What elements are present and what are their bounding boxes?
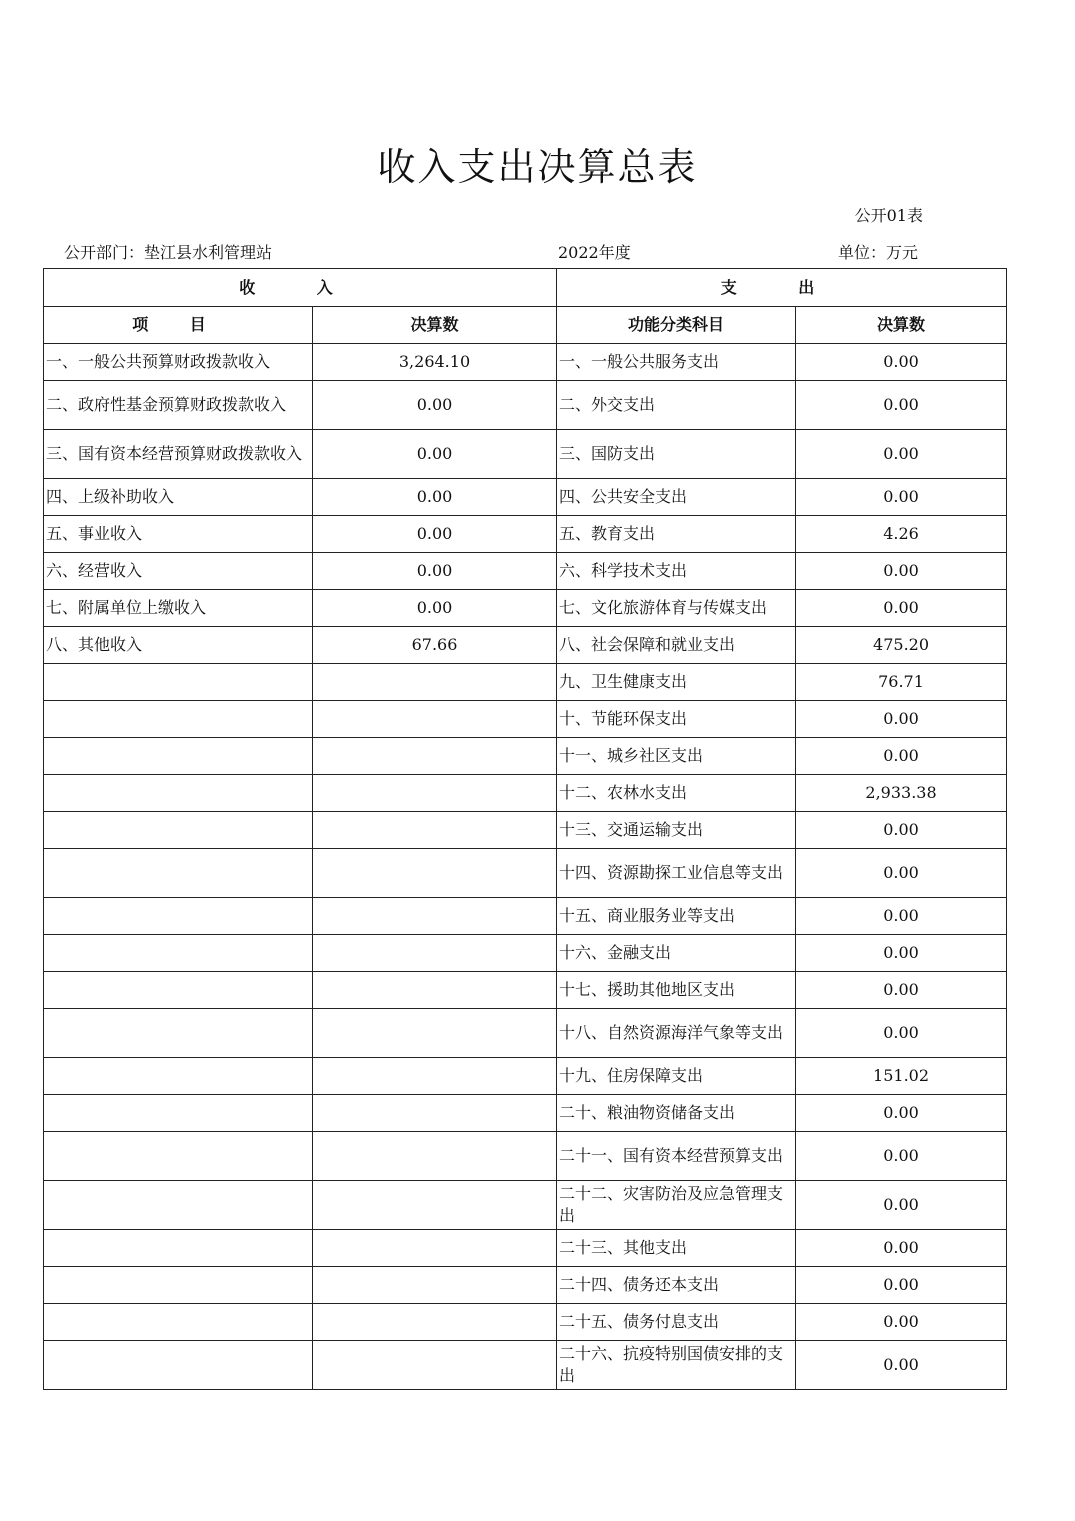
expense-amount-cell: 151.02 xyxy=(796,1058,1007,1095)
income-item-cell xyxy=(44,849,313,898)
income-amount-cell xyxy=(313,1341,557,1390)
income-amount-cell xyxy=(313,898,557,935)
expense-amount-cell: 0.00 xyxy=(796,1267,1007,1304)
income-item-cell xyxy=(44,1058,313,1095)
expense-amount-cell: 0.00 xyxy=(796,430,1007,479)
expense-amount-cell: 0.00 xyxy=(796,344,1007,381)
table-row xyxy=(44,1058,1007,1095)
income-item-cell: 二、政府性基金预算财政拨款收入 xyxy=(44,381,313,430)
expense-amount-cell: 4.26 xyxy=(796,516,1007,553)
expense-item-cell: 十、节能环保支出 xyxy=(557,701,796,738)
expense-amount-cell: 0.00 xyxy=(796,1095,1007,1132)
expense-amount-cell: 0.00 xyxy=(796,1230,1007,1267)
income-amount-cell xyxy=(313,1230,557,1267)
expense-item-cell: 十九、住房保障支出 xyxy=(557,1058,796,1095)
income-amount-cell xyxy=(313,1058,557,1095)
income-item-cell xyxy=(44,812,313,849)
income-amount-cell xyxy=(313,1009,557,1058)
expense-item-cell: 五、教育支出 xyxy=(557,516,796,553)
page-title: 收入支出决算总表 xyxy=(377,145,698,189)
income-item-cell xyxy=(44,775,313,812)
expense-item-cell: 十五、商业服务业等支出 xyxy=(557,898,796,935)
table-row xyxy=(44,1009,1007,1058)
expense-item-cell: 八、社会保障和就业支出 xyxy=(557,627,796,664)
expense-item-cell: 十一、城乡社区支出 xyxy=(557,738,796,775)
expense-amount-cell: 0.00 xyxy=(796,701,1007,738)
income-amount-cell xyxy=(313,935,557,972)
income-expense-table xyxy=(43,268,1007,1390)
expense-amount-cell: 2,933.38 xyxy=(796,775,1007,812)
expense-amount-cell: 0.00 xyxy=(796,1132,1007,1181)
table-row xyxy=(44,1132,1007,1181)
table-row xyxy=(44,935,1007,972)
expense-amount-cell: 475.20 xyxy=(796,627,1007,664)
expense-item-cell: 十三、交通运输支出 xyxy=(557,812,796,849)
income-amount-cell xyxy=(313,738,557,775)
unit-label: 单位：万元 xyxy=(838,243,919,262)
expense-item-cell: 十四、资源勘探工业信息等支出 xyxy=(557,849,796,898)
expense-amount-column-header: 决算数 xyxy=(796,307,1007,344)
income-item-cell xyxy=(44,1009,313,1058)
income-amount-cell: 3,264.10 xyxy=(313,344,557,381)
expense-item-cell: 四、公共安全支出 xyxy=(557,479,796,516)
income-item-cell: 五、事业收入 xyxy=(44,516,313,553)
expense-amount-cell: 0.00 xyxy=(796,590,1007,627)
table-row xyxy=(44,590,1007,627)
function-class-column-header: 功能分类科目 xyxy=(557,307,796,344)
table-row xyxy=(44,898,1007,935)
income-item-cell: 一、一般公共预算财政拨款收入 xyxy=(44,344,313,381)
expense-item-cell: 二十二、灾害防治及应急管理支出 xyxy=(557,1181,796,1230)
expense-amount-cell: 0.00 xyxy=(796,898,1007,935)
table-row xyxy=(44,849,1007,898)
expense-amount-cell: 0.00 xyxy=(796,935,1007,972)
income-item-cell: 四、上级补助收入 xyxy=(44,479,313,516)
expense-amount-cell: 0.00 xyxy=(796,849,1007,898)
table-row xyxy=(44,553,1007,590)
income-amount-cell: 0.00 xyxy=(313,430,557,479)
expense-amount-cell: 0.00 xyxy=(796,1009,1007,1058)
income-amount-cell xyxy=(313,664,557,701)
expense-section-header: 支 出 xyxy=(557,269,1007,307)
table-row xyxy=(44,1230,1007,1267)
income-amount-cell xyxy=(313,972,557,1009)
income-amount-cell xyxy=(313,775,557,812)
table-row xyxy=(44,344,1007,381)
expense-item-cell: 六、科学技术支出 xyxy=(557,553,796,590)
table-row xyxy=(44,1304,1007,1341)
table-row xyxy=(44,738,1007,775)
table-row xyxy=(44,516,1007,553)
income-item-cell xyxy=(44,972,313,1009)
income-amount-cell: 67.66 xyxy=(313,627,557,664)
income-amount-cell xyxy=(313,1267,557,1304)
table-row xyxy=(44,479,1007,516)
expense-item-cell: 十八、自然资源海洋气象等支出 xyxy=(557,1009,796,1058)
expense-amount-cell: 0.00 xyxy=(796,812,1007,849)
expense-item-cell: 二十四、债务还本支出 xyxy=(557,1267,796,1304)
income-item-cell xyxy=(44,1304,313,1341)
income-amount-cell: 0.00 xyxy=(313,553,557,590)
income-amount-cell xyxy=(313,701,557,738)
table-row xyxy=(44,430,1007,479)
expense-amount-cell: 76.71 xyxy=(796,664,1007,701)
table-row xyxy=(44,812,1007,849)
income-item-cell: 六、经营收入 xyxy=(44,553,313,590)
expense-amount-cell: 0.00 xyxy=(796,1304,1007,1341)
table-row xyxy=(44,972,1007,1009)
income-amount-cell xyxy=(313,1181,557,1230)
income-amount-cell: 0.00 xyxy=(313,590,557,627)
form-number: 公开01表 xyxy=(854,206,923,225)
table-row xyxy=(44,1095,1007,1132)
income-item-cell xyxy=(44,1132,313,1181)
expense-item-cell: 二十、粮油物资储备支出 xyxy=(557,1095,796,1132)
expense-item-cell: 二十三、其他支出 xyxy=(557,1230,796,1267)
expense-amount-cell: 0.00 xyxy=(796,1181,1007,1230)
income-amount-cell xyxy=(313,812,557,849)
income-amount-cell xyxy=(313,1304,557,1341)
income-item-cell xyxy=(44,1267,313,1304)
expense-amount-cell: 0.00 xyxy=(796,1341,1007,1390)
expense-amount-cell: 0.00 xyxy=(796,479,1007,516)
section-header-row xyxy=(44,269,1007,307)
income-item-cell xyxy=(44,701,313,738)
income-item-cell xyxy=(44,898,313,935)
income-item-cell: 八、其他收入 xyxy=(44,627,313,664)
department-label: 公开部门：垫江县水利管理站 xyxy=(64,243,273,262)
table-row xyxy=(44,1341,1007,1390)
expense-item-cell: 十六、金融支出 xyxy=(557,935,796,972)
income-item-cell xyxy=(44,935,313,972)
income-item-cell: 三、国有资本经营预算财政拨款收入 xyxy=(44,430,313,479)
expense-item-cell: 十七、援助其他地区支出 xyxy=(557,972,796,1009)
table-row xyxy=(44,664,1007,701)
expense-amount-cell: 0.00 xyxy=(796,553,1007,590)
income-item-cell xyxy=(44,1341,313,1390)
income-amount-cell xyxy=(313,1132,557,1181)
income-item-cell xyxy=(44,1095,313,1132)
expense-item-cell: 一、一般公共服务支出 xyxy=(557,344,796,381)
expense-amount-cell: 0.00 xyxy=(796,972,1007,1009)
expense-item-cell: 二、外交支出 xyxy=(557,381,796,430)
table-row xyxy=(44,381,1007,430)
table-row xyxy=(44,701,1007,738)
income-item-cell xyxy=(44,664,313,701)
expense-item-cell: 三、国防支出 xyxy=(557,430,796,479)
income-item-cell xyxy=(44,1230,313,1267)
income-item-cell xyxy=(44,1181,313,1230)
table-row xyxy=(44,1181,1007,1230)
expense-item-cell: 二十一、国有资本经营预算支出 xyxy=(557,1132,796,1181)
expense-item-cell: 二十六、抗疫特别国债安排的支出 xyxy=(557,1341,796,1390)
income-amount-cell: 0.00 xyxy=(313,381,557,430)
expense-amount-cell: 0.00 xyxy=(796,738,1007,775)
income-amount-column-header: 决算数 xyxy=(313,307,557,344)
income-amount-cell xyxy=(313,849,557,898)
table-row xyxy=(44,627,1007,664)
income-item-cell: 七、附属单位上缴收入 xyxy=(44,590,313,627)
expense-item-cell: 二十五、债务付息支出 xyxy=(557,1304,796,1341)
income-amount-cell xyxy=(313,1095,557,1132)
income-amount-cell: 0.00 xyxy=(313,516,557,553)
expense-item-cell: 七、文化旅游体育与传媒支出 xyxy=(557,590,796,627)
income-amount-cell: 0.00 xyxy=(313,479,557,516)
table-row xyxy=(44,1267,1007,1304)
column-header-row xyxy=(44,307,1007,344)
fiscal-year-label: 2022年度 xyxy=(558,243,631,262)
expense-item-cell: 十二、农林水支出 xyxy=(557,775,796,812)
table-row xyxy=(44,775,1007,812)
income-section-header: 收 入 xyxy=(44,269,557,307)
item-column-header: 项 目 xyxy=(44,307,313,344)
expense-item-cell: 九、卫生健康支出 xyxy=(557,664,796,701)
expense-amount-cell: 0.00 xyxy=(796,381,1007,430)
income-item-cell xyxy=(44,738,313,775)
